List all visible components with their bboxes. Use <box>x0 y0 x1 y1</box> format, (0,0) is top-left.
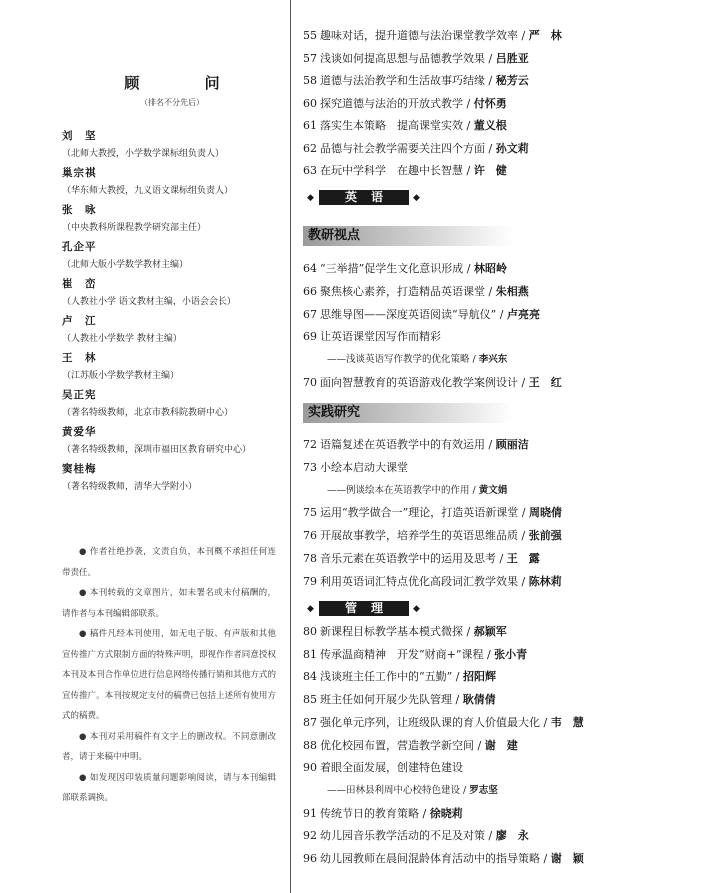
article-author: 卢亮亮 <box>506 307 540 321</box>
article-author: 罗志坚 <box>469 784 498 796</box>
toc-item[interactable] <box>303 692 496 708</box>
advisor-name: 卢 江 <box>62 315 97 327</box>
toc-item[interactable] <box>327 352 507 368</box>
toc-item[interactable] <box>303 551 540 567</box>
advisor-name: 崔 峦 <box>62 278 97 290</box>
article-author: 严 林 <box>528 29 562 42</box>
page-number: 90 <box>303 761 317 775</box>
article-title: 聚焦核心素养，打造精品英语课堂 / <box>320 284 496 298</box>
article-author: 黄文娟 <box>478 484 508 496</box>
page-number: 96 <box>303 852 317 865</box>
advisor-entry <box>62 276 292 313</box>
article-author: 招阳辉 <box>462 670 496 684</box>
note-paragraph: ● 稿件凡经本刊使用，如无电子版、有声版和其他宣传推广方式限制方面的特殊声明，即视作作者同意授权本刊及本刊合作单位进行信息网络传播行销和其他方式的宣传推广。本刊按规定支付的稿费已包括上述所有使用方式的稿费。 <box>62 629 276 721</box>
article-author: 廖 永 <box>495 829 529 843</box>
page-number: 64 <box>303 262 317 275</box>
diamond-icon: ◆ <box>413 604 420 614</box>
diamond-icon: ◆ <box>307 604 314 614</box>
toc-item[interactable] <box>303 738 518 754</box>
page-number: 66 <box>303 284 317 298</box>
article-title: 幼儿园音乐教学活动的不足及对策 / <box>320 829 496 843</box>
editorial-notes <box>62 542 276 809</box>
article-author: 付怀勇 <box>473 96 507 110</box>
advisor-entry <box>62 239 292 276</box>
subject-label: 管理 <box>319 601 409 616</box>
toc-item[interactable] <box>303 261 507 277</box>
advisor-entry <box>62 128 292 165</box>
article-author: 朱相燕 <box>495 284 529 298</box>
page-number: 81 <box>303 647 317 661</box>
toc-item[interactable] <box>303 505 562 521</box>
page-number: 63 <box>303 164 317 177</box>
article-author: 林昭岭 <box>473 262 507 275</box>
advisor-name: 刘 坚 <box>62 130 97 142</box>
toc-item[interactable] <box>303 647 527 663</box>
diamond-icon: ◆ <box>413 193 420 203</box>
page-number: 75 <box>303 506 317 520</box>
article-title: ——浅谈英语写作教学的优化策略 / <box>327 354 479 366</box>
article-title: 小绘本启动大课堂 <box>320 460 408 474</box>
article-author: 顾丽洁 <box>495 438 529 451</box>
article-title: ——例谈绘本在英语教学中的作用 / <box>327 484 479 496</box>
page-number: 88 <box>303 738 317 752</box>
toc-item[interactable] <box>303 669 496 685</box>
page-number: 61 <box>303 119 317 132</box>
article-author: 许 健 <box>473 164 507 177</box>
article-title: 道德与法治教学和生活故事巧结缘 / <box>320 74 496 87</box>
page-number: 57 <box>303 51 317 65</box>
advisors-list <box>62 128 292 498</box>
page-number: 92 <box>303 829 317 843</box>
subject-header-english <box>307 190 425 206</box>
article-author: 王 露 <box>506 552 540 565</box>
advisor-entry <box>62 424 292 461</box>
page-number: 55 <box>303 29 317 42</box>
toc-item[interactable] <box>303 624 507 640</box>
article-title: 趣味对话，提升道德与法治课堂教学效率 / <box>320 29 529 42</box>
toc-item[interactable] <box>303 284 529 300</box>
toc-item[interactable] <box>303 715 584 731</box>
advisor-desc: （著名特级教师，清华大学附小） <box>62 482 198 492</box>
page-number: 70 <box>303 376 317 389</box>
page-number: 84 <box>303 670 317 684</box>
article-author: 张前强 <box>528 529 562 543</box>
article-author: 吕胜亚 <box>495 51 529 65</box>
article-title: 开展故事教学，培养学生的英语思维品质 / <box>320 529 529 543</box>
page-number: 76 <box>303 529 317 543</box>
section-header-jiaoyan <box>303 226 513 246</box>
section-label: 教研视点 <box>308 228 361 243</box>
page-number: 67 <box>303 307 317 321</box>
toc-item[interactable] <box>303 141 529 157</box>
section-label: 实践研究 <box>308 405 361 420</box>
advisor-desc: （著名特级教师，深圳市福田区教育研究中心） <box>62 445 252 455</box>
article-title: 在玩中学科学 在趣中长智慧 / <box>320 164 474 177</box>
toc-item[interactable] <box>303 528 562 544</box>
article-title: 浅谈如何提高思想与品德教学效果 / <box>320 51 496 65</box>
article-author: 陈林莉 <box>528 574 562 588</box>
advisors-title: 顾 问 <box>124 74 250 92</box>
advisor-desc: （人教社小学 语文教材主编，小语会会长） <box>62 297 236 307</box>
article-title: 利用英语词汇特点优化高段词汇教学效果 / <box>320 574 529 588</box>
toc-item[interactable] <box>303 163 507 179</box>
article-author: 董义根 <box>473 119 507 132</box>
article-author: 李兴东 <box>478 354 508 366</box>
page-number: 79 <box>303 574 317 588</box>
advisor-desc: （北师大教授，小学数学课标组负责人） <box>62 149 225 159</box>
toc-item[interactable] <box>327 483 507 499</box>
toc-item[interactable] <box>327 783 498 799</box>
toc-item[interactable] <box>303 460 408 476</box>
toc-item[interactable] <box>303 806 463 822</box>
diamond-icon: ◆ <box>307 193 314 203</box>
toc-item[interactable] <box>303 828 529 844</box>
advisor-entry <box>62 461 292 498</box>
toc-item[interactable] <box>303 73 529 89</box>
article-author: 郝颖军 <box>473 625 507 638</box>
advisor-name: 巢宗祺 <box>62 167 97 179</box>
toc-item[interactable] <box>303 851 584 867</box>
page-number: 87 <box>303 715 317 729</box>
article-author: 徐晓莉 <box>429 806 463 820</box>
article-title: 班主任如何开展少先队管理 / <box>320 693 463 707</box>
advisor-name: 张 咏 <box>62 204 97 216</box>
toc-item[interactable] <box>303 51 529 67</box>
page-number: 73 <box>303 460 317 474</box>
toc-item[interactable] <box>303 307 540 323</box>
page-number: 58 <box>303 74 317 87</box>
toc-item[interactable] <box>303 375 562 391</box>
advisor-desc: （江苏版小学数学教材主编） <box>62 371 180 381</box>
article-author: 秘芳云 <box>495 74 529 87</box>
section-header-shijian <box>303 403 513 423</box>
advisor-name: 吴正宪 <box>62 389 97 401</box>
article-author: 谢 建 <box>484 738 518 752</box>
toc-item[interactable] <box>303 28 562 44</box>
article-title: 浅谈班主任工作中的“五勤” / <box>320 670 463 684</box>
page-number: 72 <box>303 438 317 451</box>
page-number: 60 <box>303 96 317 110</box>
article-author: 谢 颖 <box>550 852 584 865</box>
advisor-entry <box>62 202 292 239</box>
article-author: 王 红 <box>528 376 562 389</box>
article-title: 音乐元素在英语教学中的运用及思考 / <box>320 552 507 565</box>
article-title: 幼儿园教师在晨间混龄体育活动中的指导策略 / <box>320 852 551 865</box>
article-title: 面向智慧教育的英语游戏化教学案例设计 / <box>320 376 529 389</box>
subject-header-management <box>307 601 425 617</box>
article-title: 品德与社会教学需要关注四个方面 / <box>320 141 496 155</box>
note-paragraph: ● 如发现因印装质量问题影响阅读，请与本刊编辑部联系调换。 <box>62 772 276 803</box>
article-title: 传承温商精神 开发“财商+”课程 / <box>320 647 495 661</box>
article-title: 语篇复述在英语教学中的有效运用 / <box>320 438 496 451</box>
toc-item[interactable] <box>303 760 463 776</box>
toc-item[interactable] <box>303 96 507 112</box>
advisor-entry <box>62 165 292 202</box>
subject-label: 英语 <box>319 190 409 205</box>
note-paragraph: ● 本刊转载的文章图片，如未署名或未付稿酬的，请作者与本刊编辑部联系。 <box>62 588 276 619</box>
advisor-name: 窦桂梅 <box>62 463 97 475</box>
article-author: 耿倩倩 <box>462 693 496 707</box>
article-author: 韦 慧 <box>550 715 584 729</box>
article-title: 强化单元序列，让班级队课的育人价值最大化 / <box>320 715 551 729</box>
advisor-name: 黄爱华 <box>62 426 97 438</box>
advisor-entry <box>62 387 292 424</box>
page-number: 78 <box>303 552 317 565</box>
article-title: 优化校园布置，营造教学新空间 / <box>320 738 485 752</box>
article-author: 张小青 <box>494 647 528 661</box>
advisor-desc: （著名特级教师，北京市教科院教研中心） <box>62 408 234 418</box>
article-author: 周晓倩 <box>528 506 562 520</box>
advisor-entry <box>62 350 292 387</box>
page-number: 62 <box>303 141 317 155</box>
page-number: 80 <box>303 625 317 638</box>
article-title: “三举措”促学生文化意识形成 / <box>320 262 474 275</box>
advisor-desc: （中央教科所课程教学研究部主任） <box>62 223 207 233</box>
article-title: ——田林县利周中心校特色建设 / <box>327 784 470 796</box>
toc-item[interactable] <box>303 437 529 453</box>
advisor-desc: （北师大版小学数学教材主编） <box>62 260 189 270</box>
advisor-name: 孔企平 <box>62 241 97 253</box>
article-title: 传统节日的教育策略 / <box>320 806 430 820</box>
page-number: 91 <box>303 806 317 820</box>
advisor-desc: （人教社小学数学 教材主编） <box>62 334 182 344</box>
note-paragraph: ● 作者社绝抄袭，文责自负，本刊概不承担任何连带责任。 <box>62 547 276 578</box>
toc-item[interactable] <box>303 329 441 345</box>
article-title: 运用“教学做合一”理论，打造英语新课堂 / <box>320 506 529 520</box>
article-title: 新课程目标教学基本模式微探 / <box>320 625 474 638</box>
article-title: 探究道德与法治的开放式教学 / <box>320 96 474 110</box>
article-author: 孙文莉 <box>495 141 529 155</box>
article-title: 着眼全面发展，创建特色建设 <box>320 761 463 775</box>
toc-item[interactable] <box>303 118 507 134</box>
note-paragraph: ● 本刊对采用稿件有文字上的删改权。不同意删改者，请于来稿中申明。 <box>62 731 276 762</box>
advisors-subtitle: （排名不分先后） <box>140 98 204 107</box>
advisor-desc: （华东师大教授，九义语文课标组负责人） <box>62 186 234 196</box>
advisor-name: 王 林 <box>62 352 97 364</box>
page-number: 69 <box>303 330 317 344</box>
toc-item[interactable] <box>303 574 562 590</box>
article-title: 让英语课堂因写作而精彩 <box>320 330 441 344</box>
article-title: 思维导图——深度英语阅读“导航仪” / <box>320 307 507 321</box>
advisor-entry <box>62 313 292 350</box>
page-number: 85 <box>303 693 317 707</box>
article-title: 落实生本策略 提高课堂实效 / <box>320 119 474 132</box>
